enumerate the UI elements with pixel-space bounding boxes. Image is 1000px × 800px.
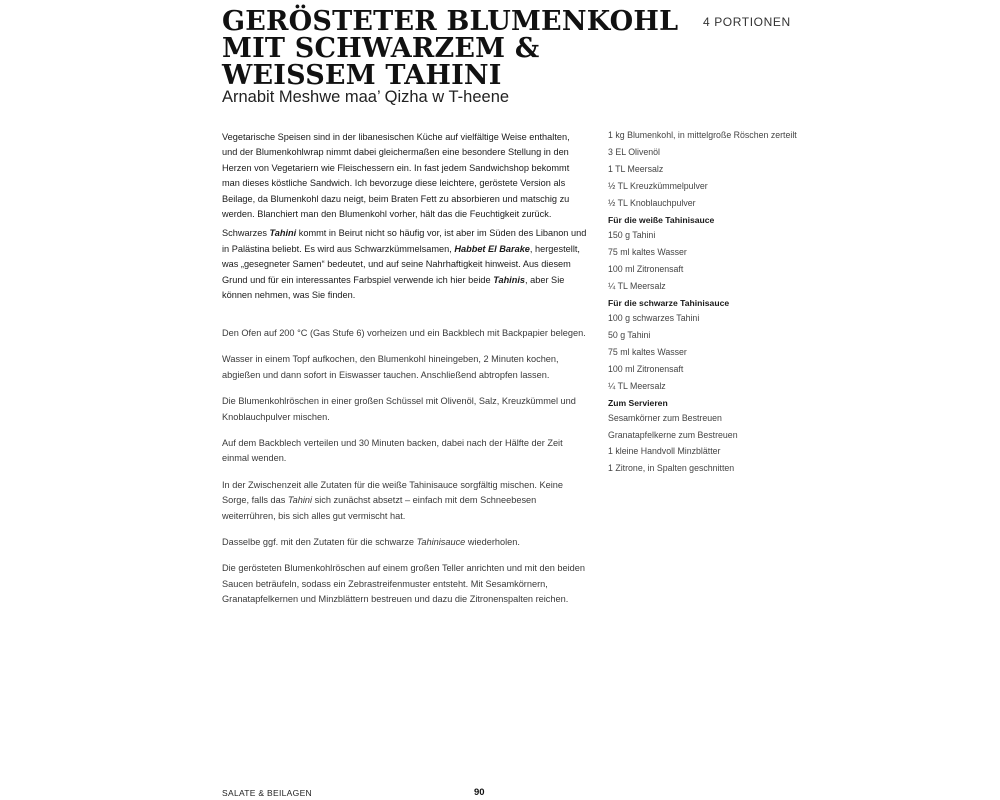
ingredient-list bbox=[608, 130, 798, 479]
ingredient-item: 100 ml Zitronensaft bbox=[608, 264, 684, 274]
method-step: Die Blumenkohlröschen in einer großen Schüssel mit Olivenöl, Salz, Kreuzkümmel und Knoblauchpulver mischen. bbox=[222, 396, 576, 422]
ingredient-item: ½ TL Kreuzkümmelpulver bbox=[608, 181, 708, 191]
intro-paragraph: Vegetarische Speisen sind in der libanesischen Küche auf vielfältige Weise enthalten, und der Blumenkohlwrap nimmt dabei gleichermaßen eine besondere Stellung in den Herzen von Vegetariern wie Fleischessern ein. In fast jedem Sandwichshop bekommt man dieses köstliche Sandwich. Ich bevorzuge diese leichtere, geröstete Version als Beilage, da Blumenkohl dazu neigt, beim Braten Fett zu absorbieren und matschig zu werden. Blanchiert man den Blumenkohl vorher, hält das die Feuchtigkeit zurück. bbox=[222, 132, 570, 220]
portions-label: 4 PORTIONEN bbox=[703, 15, 791, 29]
ingredient-item: 75 ml kaltes Wasser bbox=[608, 347, 687, 357]
ingredient-heading-serving: Zum Servieren bbox=[608, 398, 668, 408]
method-step bbox=[222, 535, 587, 550]
method-step bbox=[222, 478, 587, 524]
step-text-run: In der Zwischenzeit alle Zutaten für die weiße Tahinisauce sorgfältig mischen. Keine Sorge, falls das bbox=[222, 479, 563, 506]
ingredient-item: Sesamkörner zum Bestreuen bbox=[608, 413, 722, 423]
intro-text-run: Schwarzes bbox=[222, 228, 270, 239]
term-tahinis: Tahinis bbox=[493, 274, 526, 285]
ingredient-item: 100 g schwarzes Tahini bbox=[608, 313, 700, 323]
method-step: Wasser in einem Topf aufkochen, den Blumenkohl hineingeben, 2 Minuten kochen, abgießen und dann sofort in Eiswasser tauchen. Anschließend abtropfen lassen. bbox=[222, 354, 559, 380]
ingredient-item: ½ TL Knoblauchpulver bbox=[608, 198, 696, 208]
recipe-subtitle: Arnabit Meshwe maa’ Qizha w T-heene bbox=[222, 88, 510, 106]
ingredient-item: 1 kg Blumenkohl, in mittelgroße Röschen zerteilt bbox=[608, 130, 797, 140]
method-step: Die gerösteten Blumenkohlröschen auf einem großen Teller anrichten und mit den beiden Saucen beträufeln, sodass ein Zebrastreifenmuster entsteht. Mit Sesamkörnern, Granatapfelkernen und Minzblättern bestreuen und dazu die Zitronenspalten reichen. bbox=[222, 563, 585, 605]
page-number: 90 bbox=[474, 787, 485, 798]
ingredient-item: 50 g Tahini bbox=[608, 330, 651, 340]
ingredient-item: 1 kleine Handvoll Minzblätter bbox=[608, 446, 721, 456]
intro-paragraph bbox=[222, 226, 587, 303]
intro-text bbox=[222, 130, 587, 307]
method-steps bbox=[222, 326, 587, 619]
title-line: GERÖSTETER BLUMENKOHL bbox=[222, 6, 679, 37]
footer-section-label: SALATE & BEILAGEN bbox=[222, 788, 312, 798]
recipe-title bbox=[222, 6, 679, 91]
ingredient-item: 3 EL Olivenöl bbox=[608, 147, 660, 157]
title-line: MIT SCHWARZEM & bbox=[222, 33, 540, 64]
method-step: Den Ofen auf 200 °C (Gas Stufe 6) vorheizen und ein Backblech mit Backpapier belegen. bbox=[222, 328, 586, 338]
ingredient-heading-white-sauce: Für die weiße Tahinisauce bbox=[608, 215, 715, 225]
ingredient-heading-black-sauce: Für die schwarze Tahinisauce bbox=[608, 298, 730, 308]
ingredient-item: Granatapfelkerne zum Bestreuen bbox=[608, 429, 738, 440]
ingredient-item: 1 Zitrone, in Spalten geschnitten bbox=[608, 462, 735, 473]
term-tahini: Tahini bbox=[269, 228, 297, 239]
ingredient-item: 1 TL Meersalz bbox=[608, 164, 664, 174]
ingredient-item: 150 g Tahini bbox=[608, 230, 656, 240]
step-text-run: Dasselbe ggf. mit den Zutaten für die schwarze bbox=[222, 537, 417, 548]
step-text-run: wiederholen. bbox=[465, 537, 520, 548]
intro-text-run: , hergestellt, was „gesegneter Samen“ bedeutet, und auf seine Nahrhaftigkeit hinweist. Aus diesem Grund und für ein interessantes Farbspiel verwende ich hier beide bbox=[222, 243, 580, 285]
ingredient-item: 100 ml Zitronensaft bbox=[608, 364, 684, 374]
term-habbet-el-barake: Habbet El Barake bbox=[454, 243, 530, 254]
term-tahinisauce: Tahinisauce bbox=[416, 537, 466, 548]
intro-text-run: kommt in Beirut nicht so häufig vor, ist aber im Süden des Libanon und in Palästina beliebt. Es wird aus Schwarzkümmelsamen, bbox=[222, 228, 587, 254]
intro-text-run: , aber Sie können nehmen, was Sie finden. bbox=[222, 274, 565, 301]
step-text-run: sich zunächst absetzt – einfach mit dem Schneebesen weiterrühren, bis sich alles gut vermischt hat. bbox=[222, 495, 537, 521]
serving-list bbox=[608, 398, 798, 474]
title-line: WEISSEM TAHINI bbox=[222, 60, 502, 91]
ingredient-item: 75 ml kaltes Wasser bbox=[608, 247, 687, 257]
method-step: Auf dem Backblech verteilen und 30 Minuten backen, dabei nach der Hälfte der Zeit einmal wenden. bbox=[222, 438, 563, 464]
ingredient-item: ¼ TL Meersalz bbox=[608, 381, 666, 391]
term-tahini: Tahini bbox=[287, 495, 313, 506]
ingredient-item: ¼ TL Meersalz bbox=[608, 281, 666, 291]
